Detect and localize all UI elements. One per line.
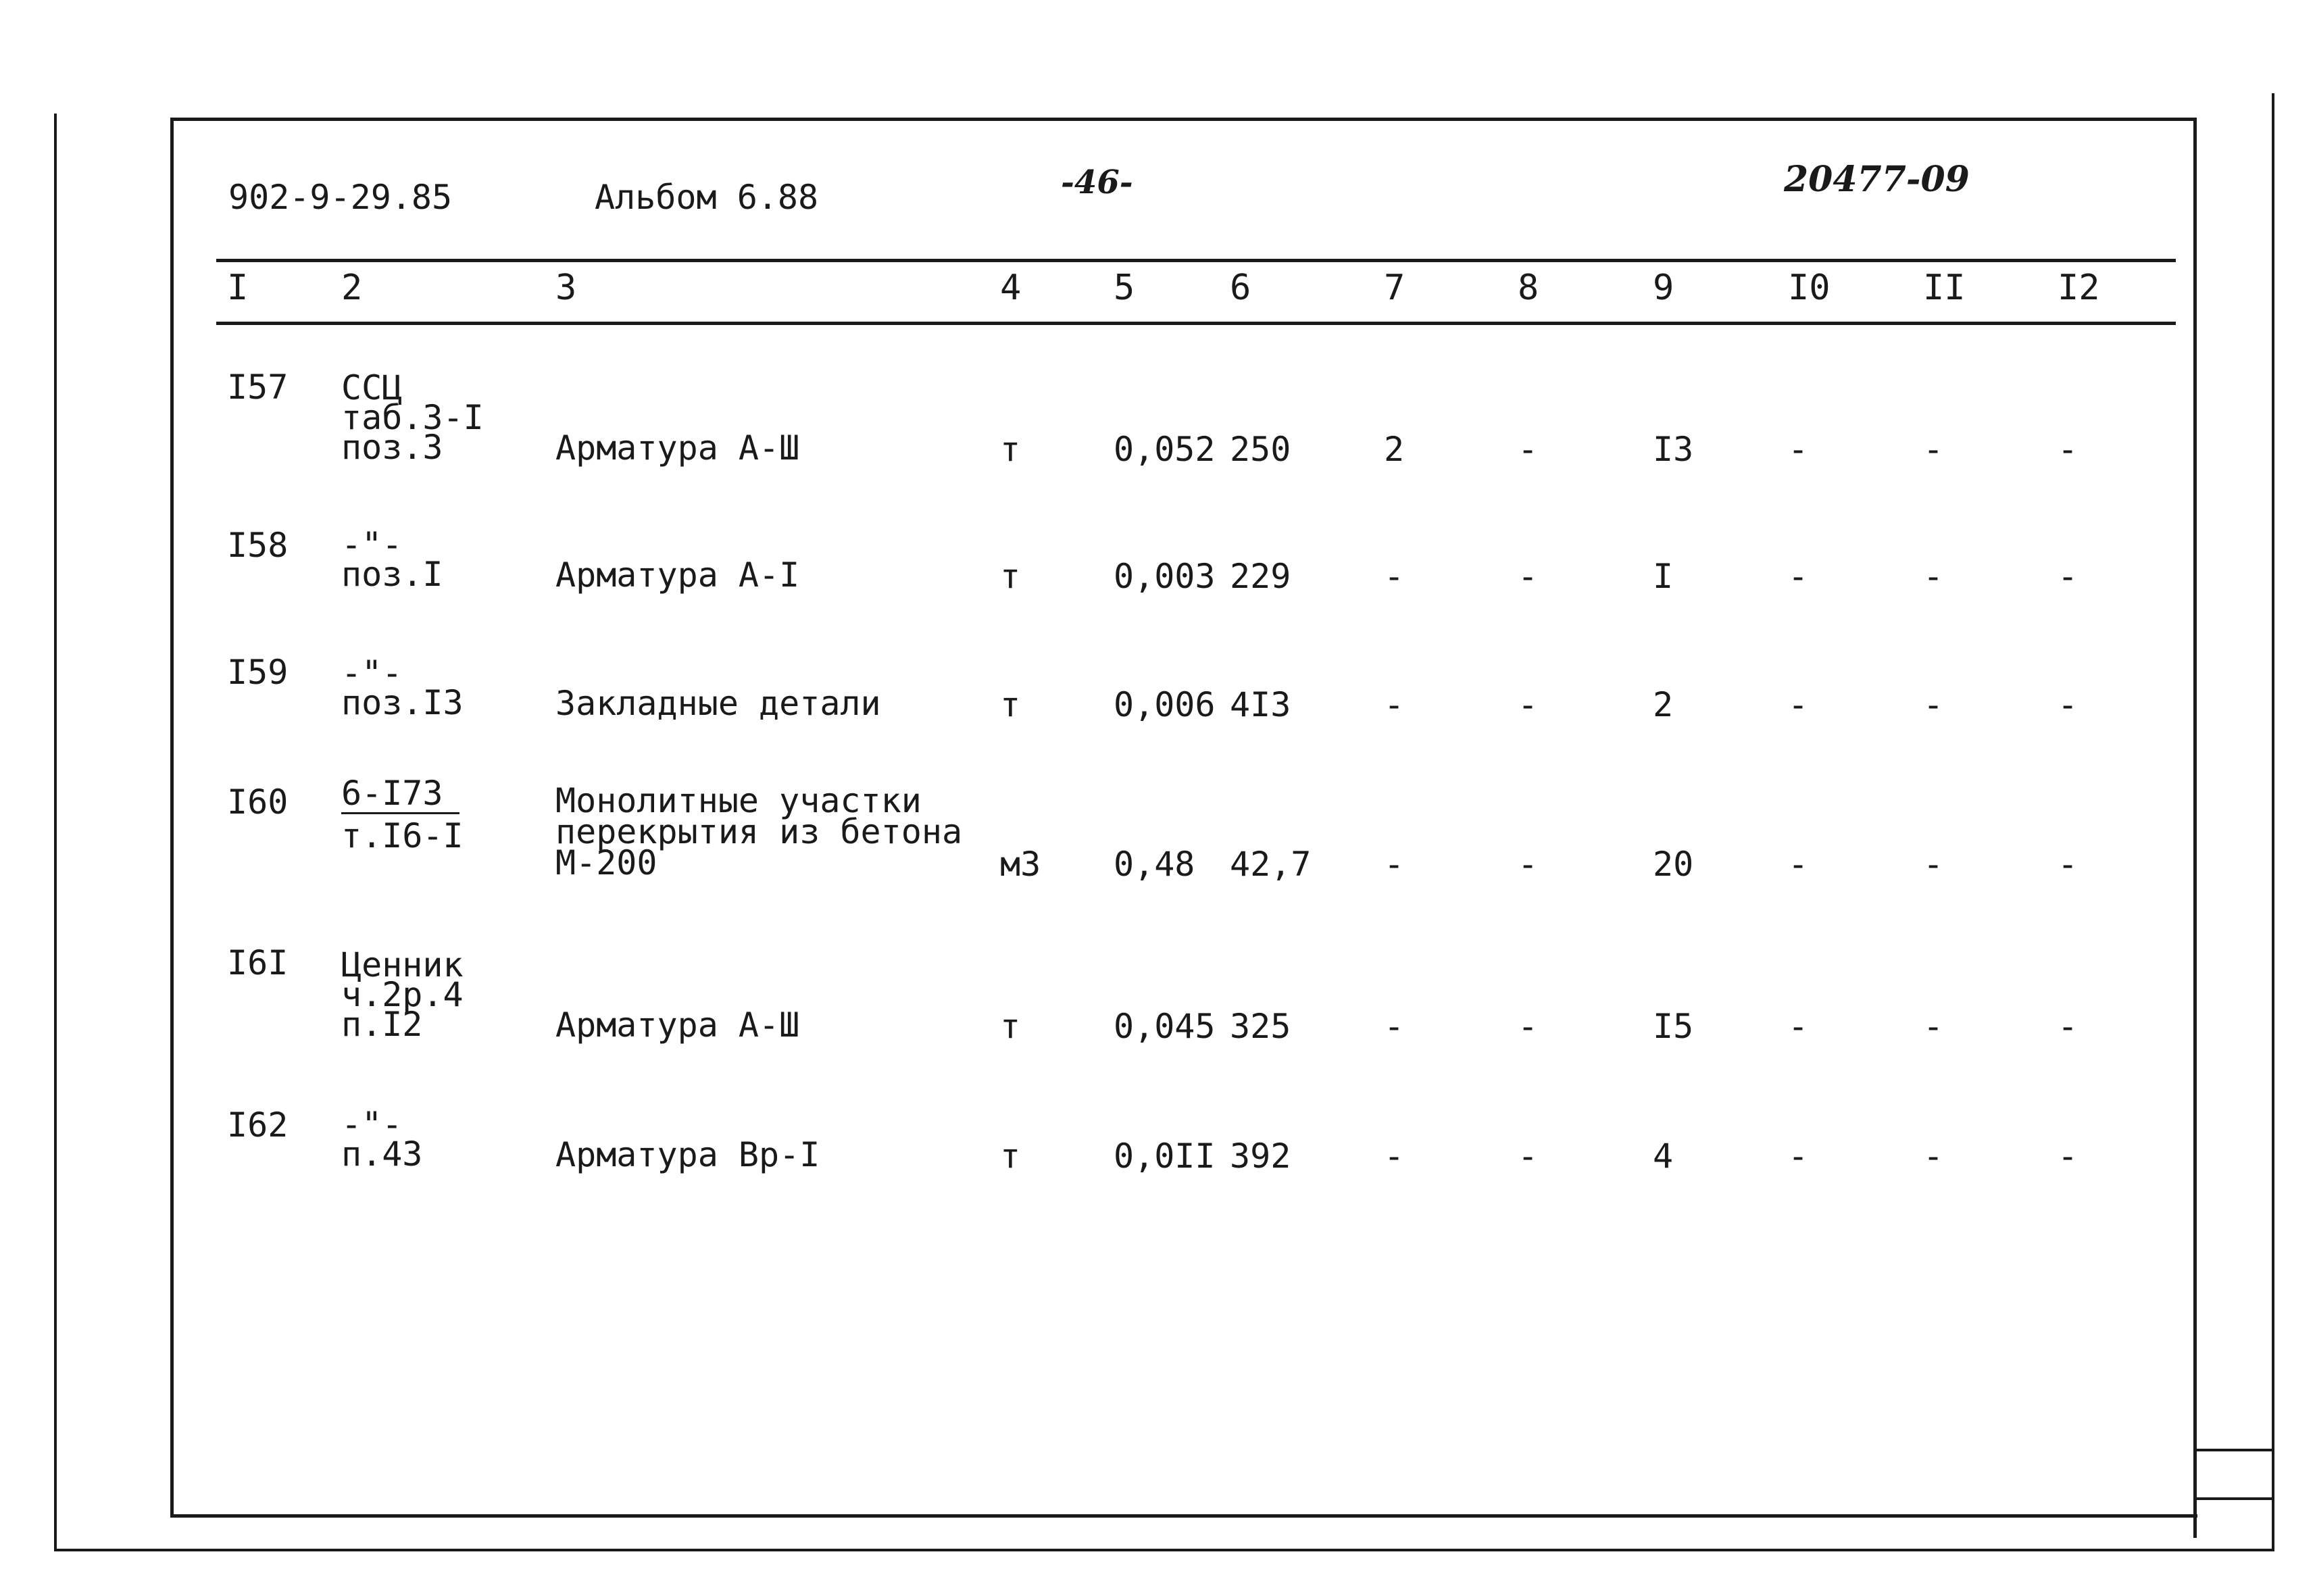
price-reference — [341, 525, 443, 594]
col-7-value: - — [1384, 845, 1405, 884]
quantity: 0,48 — [1114, 845, 1195, 884]
unit: т — [1000, 430, 1021, 469]
quantity: 0,006 — [1114, 685, 1216, 724]
document-number: 20477-09 — [1784, 159, 1970, 200]
col-12-value: - — [2058, 557, 2078, 596]
col-7-value: 2 — [1384, 430, 1405, 469]
col-head-8: 8 — [1518, 268, 1539, 308]
col-10-value: - — [1788, 1137, 1809, 1176]
price-reference-line: ч.2р.4 — [341, 975, 464, 1014]
col-10-value: - — [1788, 845, 1809, 884]
work-name-line: М-200 — [555, 843, 657, 882]
col-head-6: 6 — [1230, 268, 1251, 308]
col-11-value: - — [1923, 1007, 1944, 1046]
album-label: Альбом 6.88 — [595, 178, 819, 217]
row-number: I57 — [227, 368, 289, 407]
unit-price: 4I3 — [1230, 685, 1291, 724]
work-name — [555, 555, 800, 595]
frame-bottom — [170, 1514, 2197, 1518]
col-head-4: 4 — [1000, 268, 1022, 308]
header-rule-top — [216, 259, 2176, 262]
col-8-value: - — [1518, 685, 1539, 724]
work-name — [555, 781, 963, 882]
unit: т — [1000, 1007, 1021, 1046]
price-reference — [341, 368, 484, 467]
col-9-value: 20 — [1653, 845, 1694, 884]
col-head-1: I — [227, 268, 249, 308]
quantity: 0,045 — [1114, 1007, 1216, 1046]
col-head-5: 5 — [1114, 268, 1135, 308]
work-name-line: Арматура А-Ш — [555, 1005, 800, 1045]
work-name — [555, 1005, 800, 1045]
col-head-10: I0 — [1788, 268, 1831, 308]
col-8-value: - — [1518, 557, 1539, 596]
col-12-value: - — [2058, 1007, 2078, 1046]
right-binding-line — [2272, 93, 2274, 1551]
price-reference — [341, 653, 464, 722]
row-number: I59 — [227, 653, 289, 692]
price-reference-line: -"- — [341, 1105, 403, 1144]
quantity: 0,052 — [1114, 430, 1216, 469]
unit: т — [1000, 1137, 1021, 1176]
work-name — [555, 1135, 820, 1174]
price-reference-line: таб.3-I — [341, 398, 484, 437]
price-reference-line: -"- — [341, 653, 403, 693]
project-code: 902-9-29.85 — [228, 178, 453, 217]
col-10-value: - — [1788, 557, 1809, 596]
price-reference-line: п.I2 — [341, 1005, 423, 1044]
col-7-value: - — [1384, 1137, 1405, 1176]
col-head-3: 3 — [555, 268, 577, 308]
col-8-value: - — [1518, 430, 1539, 469]
unit-price: 229 — [1230, 557, 1291, 596]
frame-top — [170, 118, 2195, 121]
price-reference — [341, 1105, 423, 1174]
col-7-value: - — [1384, 557, 1405, 596]
col-12-value: - — [2058, 430, 2078, 469]
price-reference-denominator: т.I6-I — [341, 816, 464, 855]
price-reference-line: -"- — [341, 525, 403, 564]
col-head-9: 9 — [1653, 268, 1674, 308]
col-head-11: II — [1923, 268, 1966, 308]
col-8-value: - — [1518, 845, 1539, 884]
unit-price: 250 — [1230, 430, 1291, 469]
col-9-value: I — [1653, 557, 1674, 596]
col-7-value: - — [1384, 685, 1405, 724]
price-reference-line: поз.I3 — [341, 683, 464, 722]
quantity: 0,0II — [1114, 1137, 1216, 1176]
col-11-value: - — [1923, 685, 1944, 724]
work-name — [555, 684, 881, 723]
price-reference-line: п.43 — [341, 1134, 423, 1174]
col-head-2: 2 — [341, 268, 363, 308]
unit-price: 42,7 — [1230, 845, 1312, 884]
col-9-value: 2 — [1653, 685, 1674, 724]
col-8-value: - — [1518, 1137, 1539, 1176]
col-11-value: - — [1923, 1137, 1944, 1176]
price-reference-line: Ценник — [341, 945, 464, 984]
col-12-value: - — [2058, 845, 2078, 884]
frame-right-stamp-line — [2193, 1449, 2274, 1451]
col-11-value: - — [1923, 845, 1944, 884]
work-name-line: Арматура Вр-I — [555, 1135, 820, 1174]
col-9-value: I5 — [1653, 1007, 1694, 1046]
price-reference-line: поз.I — [341, 555, 443, 594]
price-reference — [341, 774, 464, 855]
work-name — [555, 428, 800, 468]
col-9-value: 4 — [1653, 1137, 1674, 1176]
unit: т — [1000, 685, 1021, 724]
col-12-value: - — [2058, 685, 2078, 724]
col-10-value: - — [1788, 1007, 1809, 1046]
row-number: I62 — [227, 1105, 289, 1145]
col-10-value: - — [1788, 685, 1809, 724]
unit: м3 — [1000, 845, 1041, 884]
col-7-value: - — [1384, 1007, 1405, 1046]
row-number: I58 — [227, 526, 289, 565]
price-reference-line: поз.3 — [341, 428, 443, 467]
price-reference — [341, 945, 464, 1044]
col-11-value: - — [1923, 557, 1944, 596]
left-binding-line — [54, 114, 57, 1551]
work-name-line: Арматура А-I — [555, 555, 800, 595]
work-name-line: Арматура А-Ш — [555, 428, 800, 468]
col-9-value: I3 — [1653, 430, 1694, 469]
col-10-value: - — [1788, 430, 1809, 469]
work-name-line: Закладные детали — [555, 684, 881, 723]
frame-left — [170, 118, 174, 1518]
page-number: -46- — [1061, 164, 1133, 201]
row-number: I60 — [227, 782, 289, 822]
work-name-line: перекрытия из бетона — [555, 812, 963, 851]
frame-bottom-stamp-line — [2193, 1497, 2274, 1500]
col-8-value: - — [1518, 1007, 1539, 1046]
row-number: I6I — [227, 943, 289, 982]
header-rule-bottom — [216, 322, 2176, 325]
work-name-line: Монолитные участки — [555, 781, 922, 820]
col-11-value: - — [1923, 430, 1944, 469]
price-reference-numerator: 6-I73 — [341, 778, 459, 814]
unit-price: 392 — [1230, 1137, 1291, 1176]
unit: т — [1000, 557, 1021, 596]
bottom-binding-line — [54, 1549, 2274, 1551]
col-12-value: - — [2058, 1137, 2078, 1176]
frame-right — [2193, 118, 2197, 1538]
col-head-12: I2 — [2058, 268, 2100, 308]
unit-price: 325 — [1230, 1007, 1291, 1046]
col-head-7: 7 — [1384, 268, 1405, 308]
price-reference-line: ССЦ — [341, 368, 403, 407]
quantity: 0,003 — [1114, 557, 1216, 596]
